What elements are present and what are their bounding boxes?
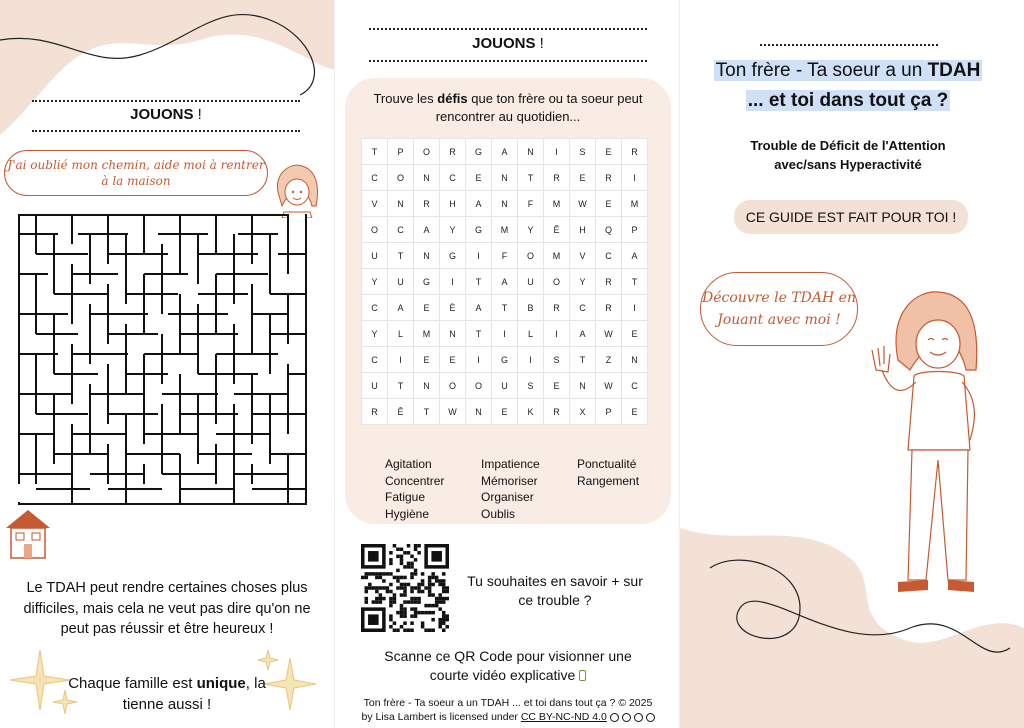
grid-cell[interactable]: T: [388, 243, 414, 269]
grid-cell[interactable]: W: [596, 373, 622, 399]
word-search-card: [345, 78, 671, 524]
grid-cell[interactable]: R: [440, 139, 466, 165]
grid-cell[interactable]: I: [622, 165, 648, 191]
grid-cell[interactable]: I: [466, 347, 492, 373]
qr-instruction-line: courte vidéo explicative: [429, 667, 576, 683]
message-line: Le TDAH peut rendre certaines choses plus: [26, 580, 308, 596]
grid-cell[interactable]: R: [596, 165, 622, 191]
grid-cell[interactable]: S: [570, 139, 596, 165]
grid-cell[interactable]: I: [466, 243, 492, 269]
grid-cell[interactable]: Y: [518, 217, 544, 243]
message-line: difficiles, mais cela ne veut pas dire qu'on ne: [23, 600, 311, 617]
grid-cell[interactable]: A: [466, 295, 492, 321]
grid-cell[interactable]: G: [440, 243, 466, 269]
grid-cell[interactable]: C: [570, 295, 596, 321]
grid-row: [362, 321, 648, 347]
qr-question: [455, 572, 655, 610]
grid-cell[interactable]: R: [544, 295, 570, 321]
grid-cell[interactable]: H: [570, 217, 596, 243]
grid-cell[interactable]: R: [596, 295, 622, 321]
word-list-item: Agitation: [385, 457, 432, 471]
divider-dots: [760, 44, 938, 46]
grid-row: [362, 373, 648, 399]
grid-cell[interactable]: K: [518, 399, 544, 425]
grid-cell[interactable]: C: [596, 243, 622, 269]
grid-cell[interactable]: R: [596, 269, 622, 295]
grid-cell[interactable]: V: [570, 243, 596, 269]
word-list-item: Ponctualité: [577, 457, 637, 471]
grid-cell[interactable]: I: [544, 321, 570, 347]
family-message: Chaque famille est unique, la tienne aussi !: [40, 674, 294, 715]
grid-row: [362, 269, 648, 295]
grid-cell[interactable]: I: [518, 347, 544, 373]
subtitle-line: avec/sans Hyperactivité: [774, 157, 922, 172]
grid-cell[interactable]: Z: [596, 347, 622, 373]
divider-dots: [369, 28, 647, 30]
grid-cell[interactable]: N: [622, 347, 648, 373]
grid-cell[interactable]: M: [544, 191, 570, 217]
grid-cell[interactable]: N: [466, 399, 492, 425]
grid-cell[interactable]: E: [622, 399, 648, 425]
grid-cell[interactable]: B: [518, 295, 544, 321]
grid-cell[interactable]: Q: [596, 217, 622, 243]
word-list-item: Oublis: [481, 506, 516, 521]
grid-cell[interactable]: R: [544, 165, 570, 191]
qr-code[interactable]: [361, 544, 449, 632]
middle-panel: [334, 0, 680, 728]
grid-cell[interactable]: S: [544, 347, 570, 373]
grid-cell[interactable]: U: [362, 243, 388, 269]
grid-cell[interactable]: L: [388, 321, 414, 347]
guide-subtitle: [698, 136, 998, 174]
grid-cell[interactable]: Y: [440, 217, 466, 243]
qr-question-line: Tu souhaites en savoir + sur: [467, 573, 643, 589]
word-search-grid[interactable]: [361, 138, 648, 425]
divider-dots: [369, 60, 647, 62]
divider-dots: [32, 100, 300, 102]
license-line: by Lisa Lambert is licensed under: [361, 711, 521, 723]
guide-tagline: CE GUIDE EST FAIT POUR TOI !: [734, 200, 968, 234]
phone-icon: [579, 670, 586, 681]
grid-cell[interactable]: F: [492, 243, 518, 269]
message-line: peut pas réussir et être heureux !: [60, 621, 274, 637]
left-panel: [0, 0, 334, 728]
panel-heading: JOUONS !: [130, 106, 202, 123]
grid-cell[interactable]: E: [570, 165, 596, 191]
speech-bubble: [4, 150, 268, 196]
grid-cell[interactable]: N: [414, 243, 440, 269]
grid-cell[interactable]: M: [414, 321, 440, 347]
grid-row: [362, 243, 648, 269]
grid-cell[interactable]: U: [492, 373, 518, 399]
grid-cell[interactable]: E: [596, 191, 622, 217]
girl-waving-illustration: [858, 290, 998, 610]
grid-row: [362, 295, 648, 321]
grid-cell[interactable]: F: [518, 191, 544, 217]
subtitle-line: Trouble de Déficit de l'Attention: [750, 138, 946, 153]
grid-row: [362, 347, 648, 373]
grid-cell[interactable]: T: [622, 269, 648, 295]
grid-cell[interactable]: E: [622, 321, 648, 347]
divider-dots: [32, 130, 300, 132]
grid-cell[interactable]: P: [388, 139, 414, 165]
grid-cell[interactable]: I: [544, 139, 570, 165]
grid-row: [362, 191, 648, 217]
grid-cell[interactable]: O: [388, 165, 414, 191]
grid-cell[interactable]: C: [388, 217, 414, 243]
grid-cell[interactable]: H: [440, 191, 466, 217]
grid-row: [362, 399, 648, 425]
word-list-item: Mémoriser: [481, 473, 538, 488]
panel-heading: JOUONS !: [472, 35, 544, 52]
grid-cell[interactable]: T: [414, 399, 440, 425]
grid-cell[interactable]: L: [518, 321, 544, 347]
grid-cell[interactable]: A: [570, 321, 596, 347]
grid-cell[interactable]: N: [492, 165, 518, 191]
grid-cell[interactable]: S: [518, 373, 544, 399]
grid-cell[interactable]: C: [362, 295, 388, 321]
grid-cell[interactable]: A: [466, 191, 492, 217]
grid-cell[interactable]: W: [440, 399, 466, 425]
grid-cell[interactable]: A: [492, 139, 518, 165]
grid-cell[interactable]: R: [414, 191, 440, 217]
grid-cell[interactable]: C: [440, 165, 466, 191]
grid-cell[interactable]: R: [622, 139, 648, 165]
grid-cell[interactable]: C: [622, 373, 648, 399]
word-list-col2: [481, 456, 540, 522]
grid-cell[interactable]: G: [492, 347, 518, 373]
word-search-intro: Trouve les défis que ton frère ou ta soeur peut rencontrer au quotidien...: [345, 90, 671, 126]
grid-cell[interactable]: O: [440, 373, 466, 399]
grid-cell[interactable]: A: [388, 295, 414, 321]
license-link[interactable]: CC BY-NC-ND 4.0: [520, 711, 607, 723]
grid-cell[interactable]: R: [362, 399, 388, 425]
grid-cell[interactable]: G: [466, 139, 492, 165]
word-list-item: Impatience: [481, 457, 540, 471]
grid-cell[interactable]: E: [492, 399, 518, 425]
bubble-text: Jouant avec moi !: [717, 312, 841, 328]
grid-cell[interactable]: I: [492, 321, 518, 347]
bubble-text: J'ai oublié mon chemin, aide moi à rentrer: [7, 158, 265, 172]
family-line: tienne aussi !: [122, 695, 212, 713]
grid-cell[interactable]: U: [362, 373, 388, 399]
grid-cell[interactable]: G: [414, 269, 440, 295]
grid-cell[interactable]: E: [466, 165, 492, 191]
grid-cell[interactable]: N: [414, 165, 440, 191]
word-list-item: Rangement: [577, 473, 640, 488]
grid-cell[interactable]: N: [518, 139, 544, 165]
grid-cell[interactable]: N: [414, 373, 440, 399]
word-list-item: Concentrer: [385, 473, 445, 488]
grid-cell[interactable]: O: [518, 243, 544, 269]
cc-license-icons: [610, 712, 655, 726]
grid-cell[interactable]: C: [362, 347, 388, 373]
grid-cell[interactable]: A: [622, 243, 648, 269]
intro-line: rencontrer au quotidien...: [435, 109, 581, 124]
grid-cell[interactable]: Ê: [388, 399, 414, 425]
grid-cell[interactable]: V: [362, 191, 388, 217]
grid-cell[interactable]: E: [544, 373, 570, 399]
grid-cell[interactable]: M: [544, 243, 570, 269]
speech-bubble: [700, 272, 858, 346]
grid-cell[interactable]: I: [440, 269, 466, 295]
grid-cell[interactable]: R: [544, 399, 570, 425]
bubble-text: à la maison: [101, 174, 171, 188]
grid-cell[interactable]: G: [466, 217, 492, 243]
qr-instruction: [355, 647, 661, 685]
grid-cell[interactable]: A: [492, 269, 518, 295]
grid-cell[interactable]: U: [388, 269, 414, 295]
grid-cell[interactable]: O: [466, 373, 492, 399]
grid-cell[interactable]: N: [440, 321, 466, 347]
grid-cell[interactable]: W: [570, 191, 596, 217]
grid-row: [362, 139, 648, 165]
info-message: [0, 578, 334, 640]
word-list-item: Hygiène: [385, 506, 430, 521]
grid-cell[interactable]: Ê: [544, 217, 570, 243]
grid-cell[interactable]: Y: [362, 321, 388, 347]
word-list-item: Fatigue: [385, 490, 426, 504]
grid-cell[interactable]: E: [440, 347, 466, 373]
maze[interactable]: [18, 214, 308, 506]
grid-cell[interactable]: P: [622, 217, 648, 243]
grid-cell[interactable]: E: [596, 139, 622, 165]
grid-cell[interactable]: È: [440, 295, 466, 321]
grid-cell[interactable]: P: [596, 399, 622, 425]
qr-question-line: ce trouble ?: [518, 592, 592, 608]
grid-cell[interactable]: I: [388, 347, 414, 373]
grid-cell[interactable]: T: [466, 269, 492, 295]
bubble-text: Découvre le TDAH en: [702, 290, 856, 306]
grid-cell[interactable]: T: [570, 347, 596, 373]
grid-cell[interactable]: E: [414, 347, 440, 373]
grid-cell[interactable]: C: [362, 165, 388, 191]
grid-cell[interactable]: E: [414, 295, 440, 321]
qr-instruction-line: Scanne ce QR Code pour visionner une: [384, 648, 632, 664]
grid-cell[interactable]: O: [544, 269, 570, 295]
right-panel: [680, 0, 1024, 728]
grid-cell[interactable]: T: [388, 373, 414, 399]
grid-cell[interactable]: M: [622, 191, 648, 217]
grid-cell[interactable]: O: [414, 139, 440, 165]
grid-cell[interactable]: N: [570, 373, 596, 399]
grid-cell[interactable]: T: [492, 295, 518, 321]
grid-cell[interactable]: A: [414, 217, 440, 243]
grid-cell[interactable]: O: [362, 217, 388, 243]
grid-cell[interactable]: W: [596, 321, 622, 347]
word-list-col1: [385, 456, 444, 522]
grid-cell[interactable]: N: [388, 191, 414, 217]
grid-cell[interactable]: Y: [362, 269, 388, 295]
grid-cell[interactable]: Y: [570, 269, 596, 295]
word-list-item: Organiser: [481, 490, 534, 504]
grid-cell[interactable]: M: [492, 217, 518, 243]
grid-cell[interactable]: N: [492, 191, 518, 217]
grid-row: [362, 217, 648, 243]
license-line: Ton frère - Ta soeur a un TDAH ... et toi dans tout ça ? © 2025: [363, 697, 653, 709]
grid-cell[interactable]: T: [362, 139, 388, 165]
word-list-col3: [577, 456, 639, 489]
grid-row: [362, 165, 648, 191]
grid-cell[interactable]: I: [622, 295, 648, 321]
grid-cell[interactable]: T: [518, 165, 544, 191]
guide-title: Ton frère - Ta soeur a un TDAH ... et toi dans tout ça ?: [715, 60, 981, 111]
grid-cell[interactable]: T: [466, 321, 492, 347]
girl-head-icon: [272, 162, 322, 218]
house-icon: [4, 508, 52, 560]
grid-cell[interactable]: X: [570, 399, 596, 425]
grid-cell[interactable]: U: [518, 269, 544, 295]
license-notice: [335, 696, 680, 726]
